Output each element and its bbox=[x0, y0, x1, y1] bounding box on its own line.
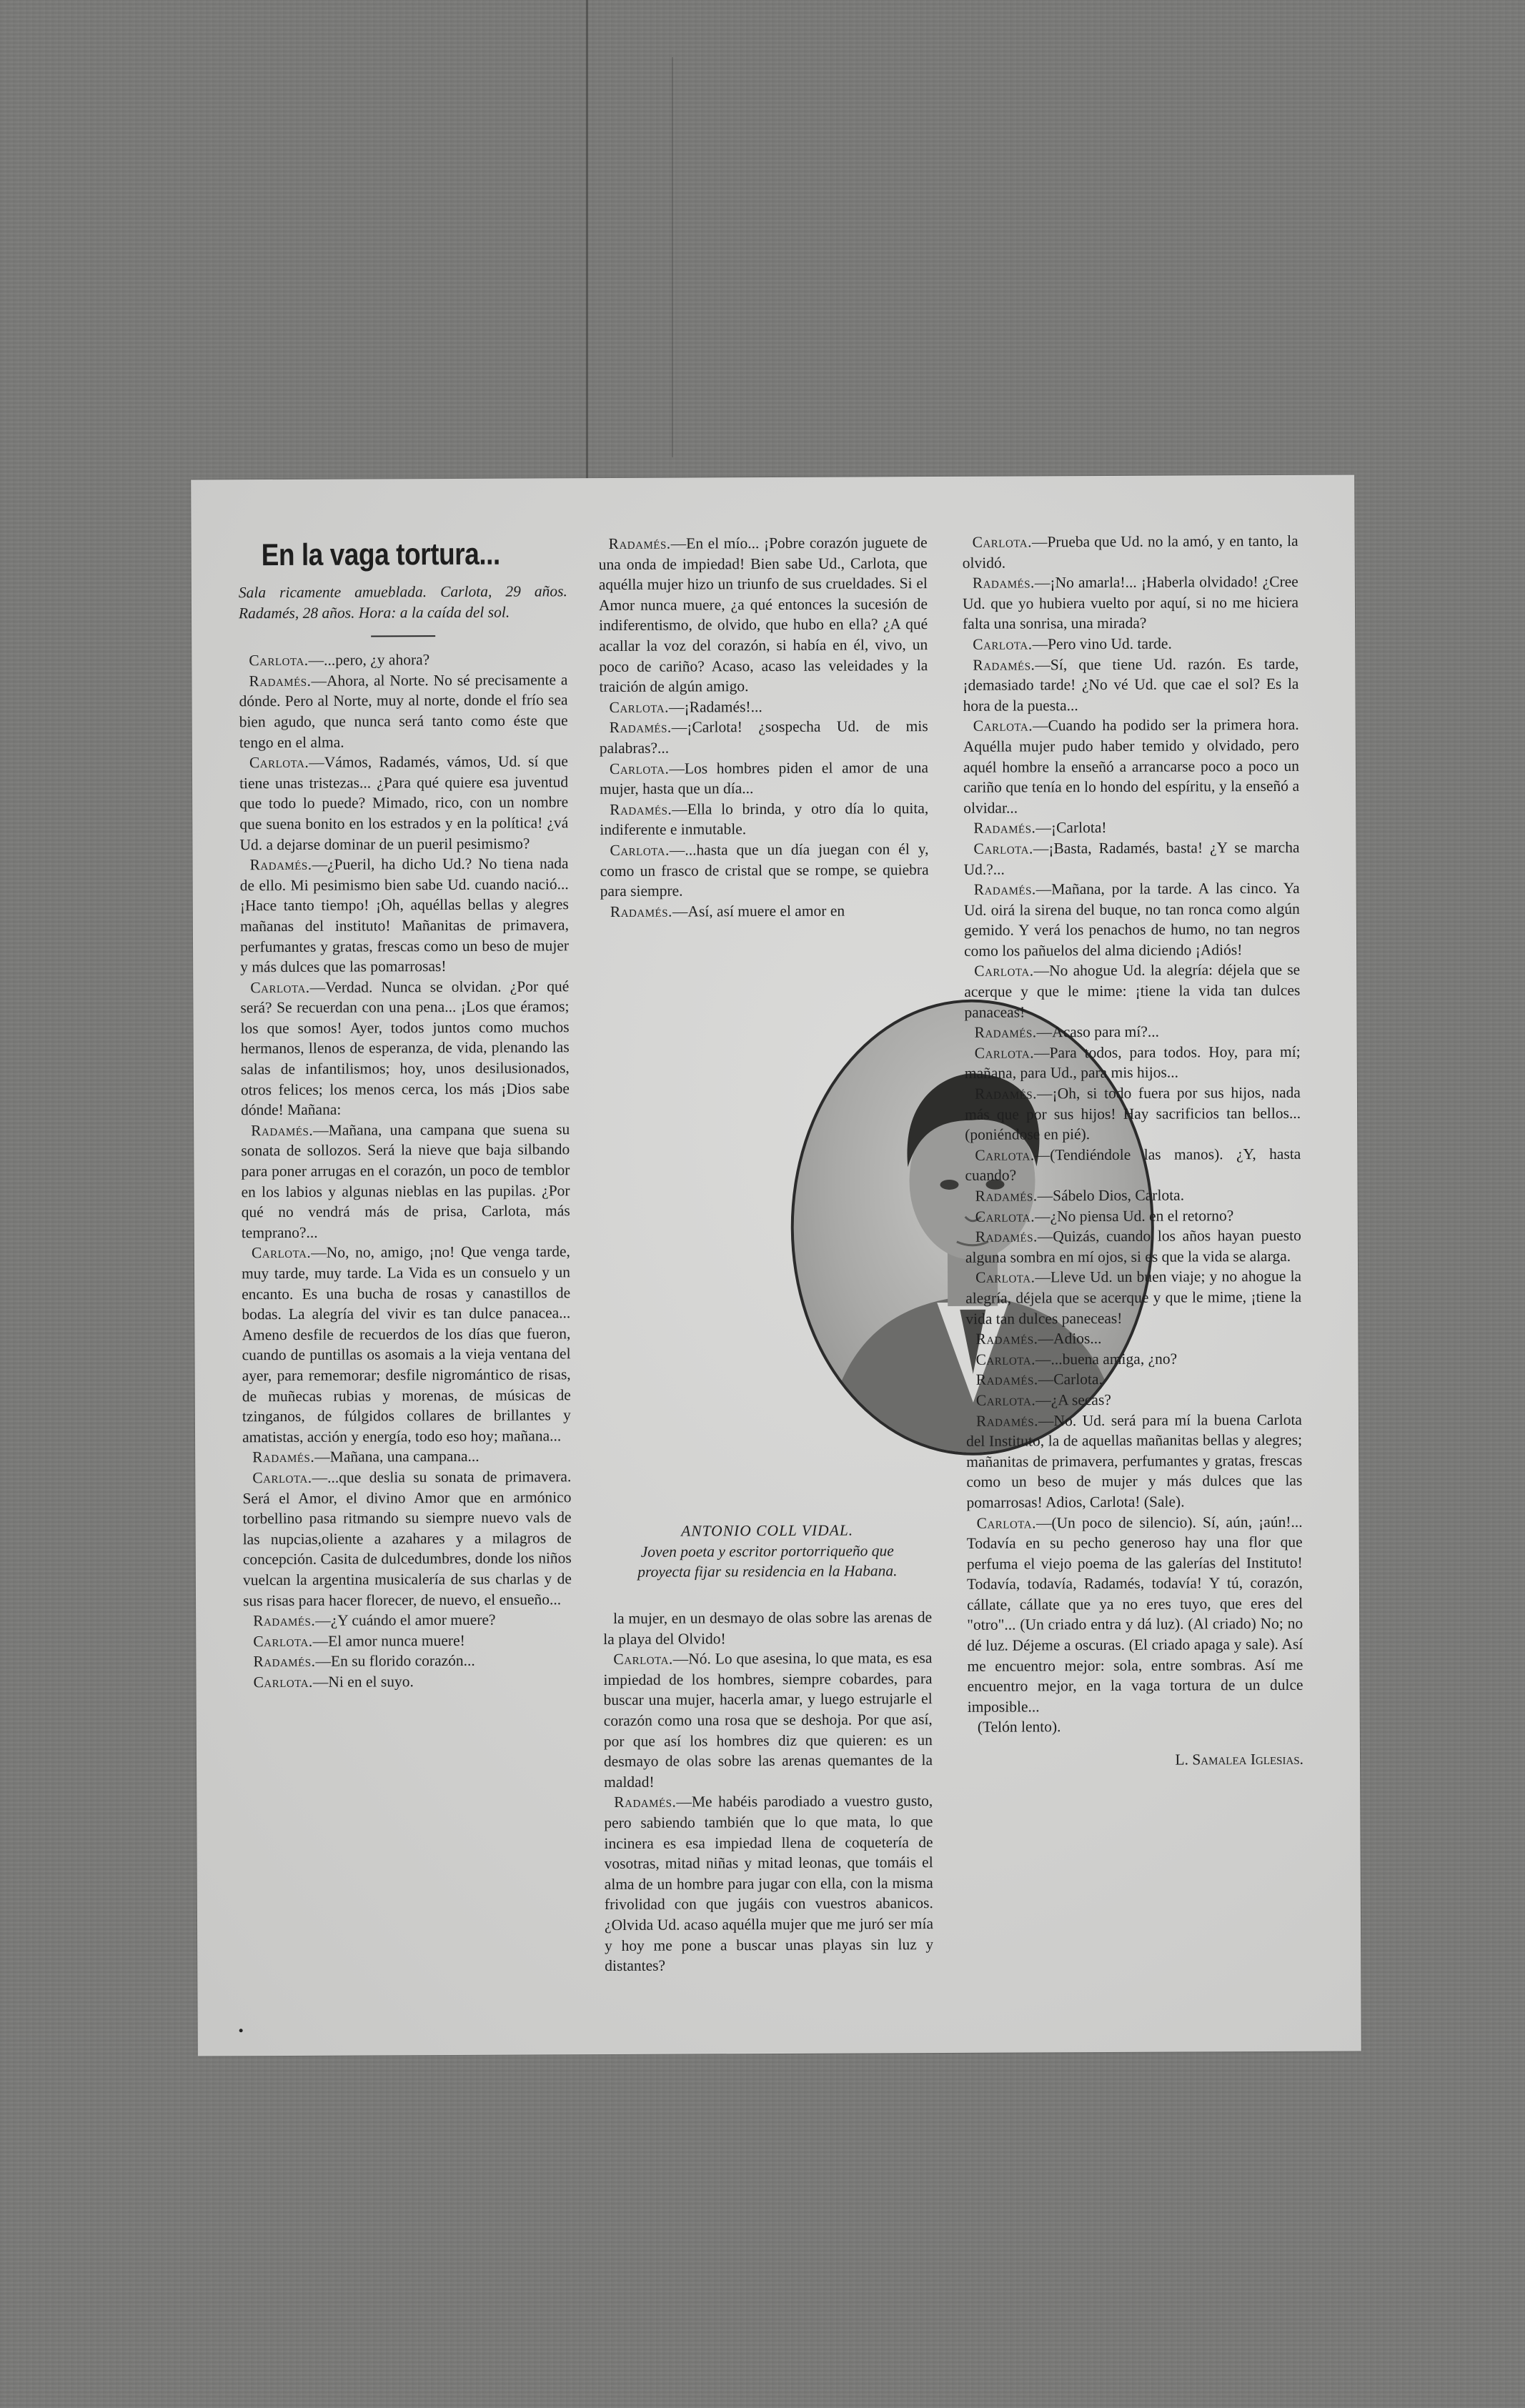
speech-text: —...buena amiga, ¿no? bbox=[1035, 1350, 1178, 1368]
speech-text: —Ella lo brinda, y otro día lo quita, indiferente e inmutable. bbox=[600, 799, 929, 839]
dialogue-column-2-top bbox=[599, 532, 929, 922]
speech-text: —...pero, ¿y ahora? bbox=[308, 651, 430, 670]
speech-text: —Mañana, por la tarde. A las cinco. Ya Ud. oirá la sirena del buque, no tan ronca como algún gemido. Y verá los penachos de humo, no tan negros como los pañuelos del alma diciendo ¡Adiós! bbox=[963, 879, 1301, 960]
speech-text: —Pero vino Ud. tarde. bbox=[1032, 635, 1172, 653]
speaker-name: Radamés. bbox=[614, 1793, 677, 1811]
dialogue-line bbox=[966, 1409, 1303, 1513]
dialogue-line bbox=[600, 696, 928, 718]
speaker-name: Radamés. bbox=[974, 1023, 1037, 1042]
dialogue-line bbox=[604, 1791, 933, 1976]
dialogue-line bbox=[243, 1671, 572, 1693]
dialogue-column-2-bottom bbox=[603, 1607, 933, 1976]
speaker-name: Radamés. bbox=[249, 672, 312, 690]
speaker-name: Radamés. bbox=[253, 1653, 316, 1671]
dialogue-line bbox=[600, 798, 928, 840]
speech-text: —(Un poco de silencio). Sí, aún, ¡aún!... Todavía en su pecho generoso hay una flor que perfuma el viejo poema de las galerías del Instituto! Todavía, todavía, Radamés, todavía! Y tú, corazón, cállate, cállate que ya no eres tuyo, que eres del "otro"... (Un criado entra y dá luz). (Al criado) No; no dé luz. Déjeme a oscuras. (El criado apaga y sale). Así me encuentro mejor: sola, entre sombras. Así me encuentro mejor, en la vaga tortura de un dulce imposible... bbox=[966, 1513, 1303, 1716]
speech-text: —¡Oh, si todo fuera por sus hijos, nada más que por sus hijos! Hay sacrificios tan bellos... (poniéndose en pié). bbox=[965, 1083, 1301, 1144]
speaker-name: Carlota. bbox=[249, 754, 309, 772]
caption-line-2: proyecta fijar su residencia en la Habana. bbox=[637, 1562, 898, 1581]
speech-text: —Me habéis parodiado a vuestro gusto, pero sabiendo también que lo que mata, lo que incinera es esa impiedad llena de coquetería de vosotras, mitad niñas y mitad leonas, que tomáis el alma de un hombre para jugar con ella, con la misma frivolidad con que jugáis con vuestros abanicos. ¿Olvida Ud. acaso aquélla mujer que me juró ser mía y hoy me pone a buscar unas playas sin luz y distantes? bbox=[604, 1792, 934, 1975]
newspaper-page bbox=[191, 474, 1361, 2056]
speech-text: —Sí, que tiene Ud. razón. Es tarde, ¡demasiado tarde! ¿No vé Ud. que cae el sol? Es la hora de la puesta... bbox=[963, 655, 1299, 715]
speaker-name: Carlota. bbox=[973, 717, 1033, 735]
speech-text: —En el mío... ¡Pobre corazón juguete de una onda de impiedad! Bien sabe Ud., Carlota, que aquélla mujer hizo un triunfo de sus crueldades. Si el Amor nunca muere, ¿a qué entonces la sucesión de indiferentismo, de olvido, que hubo en ella? ¿A qué acallar la voz del corazón, si había en él, vivo, un poco de cariño? Acaso, acaso las veleidades y la traición de algún amigo. bbox=[598, 534, 928, 696]
speaker-name: Radamés. bbox=[975, 1228, 1038, 1245]
speaker-name: Radamés. bbox=[251, 1121, 314, 1140]
speaker-name: Radamés. bbox=[249, 855, 312, 874]
speech-text: —Nó. Lo que asesina, lo que mata, es esa impiedad de los hombres, siempre cobardes, para buscar una mujer, hacerla amar, y luego estrujarle el corazón como una rosa que se deshoja. Por que así, por que así los hombres diz que quieren: es un desmayo de olas sobre las arenas quemantes de la maldad! bbox=[603, 1649, 933, 1791]
speaker-name: Carlota. bbox=[975, 1268, 1035, 1287]
speech-text: —El amor nunca muere! bbox=[312, 1631, 465, 1650]
dialogue-line bbox=[600, 900, 929, 922]
dialogue-line bbox=[965, 1042, 1301, 1084]
author-signature: L. Samalea Iglesias. bbox=[1175, 1750, 1304, 1768]
dialogue-line bbox=[965, 1083, 1301, 1145]
dialogue-line bbox=[600, 716, 928, 758]
dialogue-line bbox=[967, 1511, 1303, 1717]
dialogue-line bbox=[963, 633, 1298, 655]
speaker-name: Radamés. bbox=[973, 655, 1035, 674]
speech-text: —¿Pueril, ha dicho Ud.? No tiena nada de ello. Mi pesimismo bien sabe Ud. cuando nació... ¡Hace tanto tiempo! ¡Oh, aquéllas bellas y alegres mañanas del instituto! Mañanitas de primavera, perfumantes y gratas, frescas como un beso de mujer y más dulces que las pomarrosas! bbox=[239, 855, 570, 976]
speech-text: —Lleve Ud. un buen viaje; y no ahogue la alegría, déjela que se acerque y que le mime, ¡tiene la vida tan dulces paneceas! bbox=[965, 1268, 1302, 1328]
dialogue-line bbox=[963, 653, 1298, 716]
speech-text: —No. Ud. será para mí la buena Carlota del Instituto, la de aquellas mañanitas bellas y alegres; mañanitas de primavera, perfumantes y gratas, frescas como un beso de mujer y más dulces que las pomarrosas! Adios, Carlota! (Sale). bbox=[966, 1411, 1303, 1511]
dialogue-line bbox=[600, 757, 928, 800]
speech-text: —¡Basta, Radamés, basta! ¿Y se marcha Ud.?... bbox=[963, 838, 1300, 878]
speaker-name: Radamés. bbox=[975, 1330, 1038, 1348]
printer-mark bbox=[239, 2029, 243, 2032]
speech-text: (Telón lento). bbox=[977, 1718, 1061, 1736]
dialogue-line bbox=[965, 1266, 1301, 1329]
speech-text: —Cuando ha podido ser la primera hora. Aquélla mujer pudo haber temido y olvidado, pero aquél hombre la enseñó a arrancarse poco a poco un cariño que tenía en lo hondo del espíritu, y la enseñó a olvidar... bbox=[963, 716, 1300, 817]
speaker-name: Carlota. bbox=[975, 1391, 1036, 1409]
speaker-name: Radamés. bbox=[610, 800, 672, 818]
speech-text: —Mañana, una campana que suena su sonata de sollozos. Será la nieve que baja silbando para poner arrugas en el corazón, un poco de temblor en los labios y algunas nieblas en las pupilas. ¿Por qué no vendrá más de prisa, Carlota, más temprano?... bbox=[241, 1120, 570, 1242]
column-2-bottom bbox=[603, 1607, 933, 1976]
dialogue-line bbox=[603, 1648, 933, 1792]
dialogue-line bbox=[243, 1651, 572, 1673]
speaker-name: Radamés. bbox=[975, 1370, 1038, 1389]
dialogue-line bbox=[964, 960, 1300, 1023]
speech-text: —Prueba que Ud. no la amó, y en tanto, la olvidó. bbox=[962, 532, 1298, 572]
film-fold-line bbox=[672, 57, 673, 457]
speech-text: —Los hombres piden el amor de una mujer, hasta que un día... bbox=[600, 758, 929, 798]
speaker-name: Radamés. bbox=[974, 1085, 1038, 1103]
speech-text: —En su florido corazón... bbox=[315, 1652, 475, 1671]
dialogue-line bbox=[966, 1348, 1302, 1370]
speech-text: —Ni en el suyo. bbox=[312, 1673, 414, 1691]
dialogue-line bbox=[963, 715, 1300, 818]
speech-text: —¿Y cuándo el amor muere? bbox=[315, 1611, 496, 1629]
dialogue-line bbox=[239, 670, 567, 752]
dialogue-line bbox=[600, 839, 928, 902]
dialogue-line bbox=[599, 532, 928, 697]
dialogue-line bbox=[242, 1466, 572, 1611]
speaker-name: Radamés. bbox=[973, 880, 1036, 898]
speaker-name: Radamés. bbox=[608, 534, 671, 553]
caption-name: ANTONIO COLL VIDAL. bbox=[681, 1521, 854, 1540]
dialogue-line bbox=[239, 649, 567, 671]
dialogue-line bbox=[965, 1185, 1301, 1207]
dialogue-line bbox=[239, 853, 569, 977]
speaker-name: Carlota. bbox=[974, 962, 1034, 980]
stage-direction: Sala ricamente amueblada. Carlota, 29 años. Radamés, 28 años. Hora: a la caída del sol. bbox=[238, 582, 567, 622]
speech-text: —¿A secas? bbox=[1035, 1390, 1111, 1409]
speech-text: —Quizás, cuando los años hayan puesto alguna sombra en mí ojos, si es que la vida se alarga. bbox=[965, 1226, 1301, 1266]
dialogue-line bbox=[963, 837, 1299, 880]
dialogue-line bbox=[243, 1609, 572, 1631]
dialogue-line bbox=[242, 1242, 571, 1448]
photo-caption bbox=[603, 1520, 932, 1583]
speaker-name: Radamés. bbox=[253, 1611, 316, 1630]
caption-line-1: Joven poeta y escritor portorriqueño que bbox=[640, 1541, 894, 1561]
speaker-name: Carlota. bbox=[975, 1350, 1035, 1368]
film-fold-line bbox=[586, 0, 588, 479]
speaker-name: Radamés. bbox=[610, 902, 672, 920]
speaker-name: Carlota. bbox=[974, 1044, 1035, 1062]
dialogue-line bbox=[239, 751, 569, 855]
speaker-name: Carlota. bbox=[253, 1632, 313, 1650]
speaker-name: Carlota. bbox=[609, 760, 670, 777]
speech-text: —Para todos, para todos. Hoy, para mí; mañana, para Ud., para mis hijos... bbox=[964, 1043, 1301, 1083]
speech-text: —¿No piensa Ud. en el retorno? bbox=[1034, 1206, 1234, 1225]
speech-text: —Mañana, una campana... bbox=[314, 1448, 480, 1466]
dialogue-line bbox=[965, 1328, 1301, 1350]
dialogue-line bbox=[240, 976, 570, 1120]
speaker-name: Carlota. bbox=[976, 1513, 1036, 1532]
dialogue-line bbox=[603, 1607, 932, 1649]
speech-text: —Carlota. bbox=[1038, 1370, 1103, 1388]
speaker-name: Radamés. bbox=[975, 1411, 1039, 1430]
speech-text: —Ahora, al Norte. No sé precisamente a dónde. Pero al Norte, muy al norte, donde el frío sea bien agudo, que nunca será tanto como éste que tengo en el alma. bbox=[239, 671, 568, 751]
dialogue-column-1 bbox=[239, 649, 572, 1692]
speaker-name: Carlota. bbox=[972, 533, 1032, 551]
dialogue-line bbox=[242, 1446, 571, 1468]
speaker-name: Carlota. bbox=[610, 841, 670, 859]
dialogue-line bbox=[965, 1021, 1301, 1043]
dialogue-line bbox=[963, 531, 1298, 573]
speaker-name: Carlota. bbox=[253, 1673, 313, 1691]
speech-text: —No ahogue Ud. la alegría: déjela que se acerque y que le mime: ¡tiene la vida tan dulces panaceas! bbox=[964, 961, 1301, 1021]
speech-text: —¡Carlota! bbox=[1035, 819, 1107, 837]
speech-text: —No, no, amigo, ¡no! Que venga tarde, muy tarde, muy tarde. La Vida es un consuelo y un encanto. Es una bucha de rosas y canastillos de bodas. La alegría del vivir es tan dulce panacea... Ameno desfile de recuerdos de los días que fueron, cuando de puntillas os asomais a la vieja ventana del ayer, para rememorar; desfile nigromántico de risas, de muñecas rubias y morenas, de músicas de tzinganos, de fúlgidos collares de brillantes y amatistas, acción y energía, todo eso hoy; mañana... bbox=[241, 1243, 571, 1446]
dialogue-line bbox=[965, 1205, 1301, 1227]
speech-text: —¡Carlota! ¿sospecha Ud. de mis palabras?... bbox=[599, 717, 928, 757]
dialogue-line bbox=[241, 1119, 570, 1243]
speech-text: —...que deslia su sonata de primavera. Será el Amor, el divino Amor que en armónico torbellino pasa ritmando su siempre nuevo vals de las nupcias,oliente a azahares y a milagros de concepción. Casita de dulcedumbres, donde los niños vuelcan la argentina musicalería de sus charlas y de sus risas para hacer florecer, de nuevo, el ensueño... bbox=[242, 1468, 572, 1609]
speaker-name: Radamés. bbox=[252, 1448, 315, 1466]
speaker-name: Carlota. bbox=[249, 652, 309, 670]
speaker-name: Carlota. bbox=[973, 840, 1033, 857]
speech-text: —Así, así muere el amor en bbox=[672, 902, 845, 920]
speaker-name: Carlota. bbox=[609, 698, 669, 716]
dialogue-line bbox=[968, 1716, 1303, 1738]
dialogue-line bbox=[963, 817, 1299, 839]
speech-text: —...hasta que un día juegan con él y, como un frasco de cristal que se rompe, se quiebra para siempre. bbox=[600, 840, 929, 900]
speaker-name: Carlota. bbox=[613, 1650, 673, 1668]
column-3 bbox=[963, 531, 1304, 1771]
dialogue-column-3 bbox=[963, 531, 1303, 1738]
speech-text: —Sábelo Dios, Carlota. bbox=[1037, 1186, 1185, 1205]
speech-text: —¡No amarla!... ¡Haberla olvidado! ¿Cree Ud. que yo hubiera vuelto por aquí, si no me hiciera falta una sonrisa, una mirada? bbox=[962, 572, 1299, 633]
speaker-name: Carlota. bbox=[251, 1244, 312, 1262]
speech-text: —Acaso para mí?... bbox=[1036, 1023, 1160, 1041]
dialogue-line bbox=[965, 1225, 1301, 1268]
speech-text: —Vámos, Radamés, vámos, Ud. sí que tiene unas tristezas... ¿Para qué quiere esa juventud que todo lo puede? Mimado, rico, con un nombre que suena bonito en los estrados y en la política! ¿vá Ud. a dejarse dominar de un pueril pesimismo? bbox=[239, 752, 569, 853]
speaker-name: Carlota. bbox=[252, 1468, 312, 1487]
speaker-name: Carlota. bbox=[975, 1208, 1035, 1225]
dialogue-line bbox=[964, 878, 1300, 961]
speaker-name: Carlota. bbox=[973, 635, 1033, 653]
dialogue-line bbox=[963, 572, 1298, 635]
speech-text: —Verdad. Nunca se olvidan. ¿Por qué será? Se recuerdan con una pena... ¡Los que éramos; los que somos! Ayer, todos juntos como muchos hermanos, llenos de esperanza, de vida, plenando las salas de infantilismos; hoy, unos desilusionados, otros felices; los menos cerca, los más ¡Dios sabe dónde! Mañana: bbox=[240, 977, 570, 1119]
speech-text: —(Tendiéndole las manos). ¿Y, hasta cuando? bbox=[965, 1145, 1301, 1185]
speech-text: —Adios... bbox=[1038, 1330, 1102, 1348]
dialogue-line bbox=[243, 1630, 572, 1652]
speaker-name: Radamés. bbox=[975, 1187, 1038, 1205]
dialogue-line bbox=[965, 1144, 1301, 1186]
speech-text: —¡Radamés!... bbox=[668, 697, 762, 716]
column-2 bbox=[599, 532, 929, 922]
speaker-name: Carlota. bbox=[250, 978, 310, 996]
speaker-name: Carlota. bbox=[975, 1146, 1035, 1164]
speaker-name: Radamés. bbox=[972, 574, 1035, 592]
dialogue-line bbox=[966, 1389, 1302, 1411]
speaker-name: Radamés. bbox=[609, 718, 672, 737]
divider bbox=[371, 635, 435, 637]
speaker-name: Radamés. bbox=[973, 819, 1036, 837]
article-title: En la vaga tortura... bbox=[261, 537, 500, 573]
speech-text: la mujer, en un desmayo de olas sobre las arenas de la playa del Olvido! bbox=[603, 1608, 933, 1648]
column-1 bbox=[239, 534, 572, 1692]
dialogue-line bbox=[966, 1368, 1302, 1390]
